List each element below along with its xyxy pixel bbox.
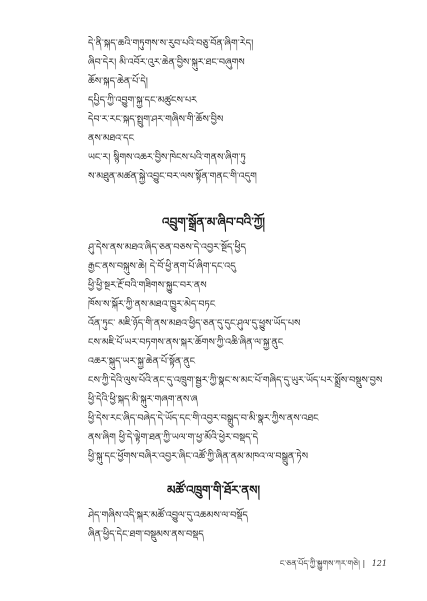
text-line: ཤེད་གཞིས་འདི་སྐར་མཚོ་འབྱུལ་དུ་འཆམས་ལ་བསྡོད	[88, 510, 248, 521]
text-line: འཆར་སྐུད་ཡར་སྐྱ་ཆེན་པོ་སྟོན་ནུང	[88, 356, 196, 367]
text-line: ཆོས་སྐད་ཆེན་པོ་དེ།	[88, 76, 148, 87]
section-heading: མཚོ་འཁྲུག་གི་ཐོར་ནས།	[166, 483, 261, 497]
text-line: རྒྱང་ནས་བསྐུས་ཆེ། དེ་བོ་ཕྱི་ནག་པོ་ཞིག་དང་འདུ	[88, 261, 236, 272]
text-line: ཕྱི་དེའི་ཕྱི་སྐད་མི་སྐུར་གཞག་ནས་ཞ	[88, 394, 198, 405]
text-line: ཞིབ་དེར། མི་འབོར་འུར་ཆེན་བྱིས་སྐུར་ཐང་བཞུགས	[88, 57, 245, 68]
section-heading: འབྲུག་སྒྲོན་མ་ཞིབ་བའི་ཀྱོ།	[162, 215, 265, 229]
footer-separator: |	[362, 559, 366, 568]
text-line: ཕྱི་སྐུ་དང་ཕྱོགས་བཞིར་འབྱར་ཞིང་འཚོ་ཀྱི་ཞིན་ནམ་མཁའ་ལ་བསྒྲུན་ཏེས	[88, 451, 309, 462]
poem-section-2	[88, 238, 388, 466]
text-line: འོན་ཏུང་ མཇི་ཉོད་གི་ནས་མཐའ་ཕྱིད་ཅན་དུ་དུང་ཤུལ་དུ་ཕྱུས་ཡོད་པས	[88, 318, 301, 329]
text-line: ངས་མཇི་པོ་ཡར་བཏགས་ནས་སྐར་ཆོགས་ཀྱི་འཆི་ཞིན་ལ་སྐྱ་ནུང	[88, 337, 284, 348]
text-line: དེབ་ར་རང་སྐད་སྤྲུག་ཤར་གཞིས་གི་ཆོས་བྱིས	[88, 114, 224, 125]
poem-section-1	[88, 34, 388, 186]
text-line: ངས་ཀྱི་དེའི་ལུས་པོའི་ནང་དུ་འཁྲུག་སྦྱར་ཀྱི་སྣང་ས་མང་པོ་གཞིད་དུ་ཡུར་ཡོད་པར་སྨྲོས་བསྡུས་བྱས	[88, 375, 383, 386]
text-line: དཔྱིད་ཀྱི་འབྱུག་སྐྱ་དང་མཚུངས་པར	[88, 95, 197, 106]
text-line: ཕྱི་དེས་རང་ཞིད་བཞེད་དེ་ཡོད་དང་གི་འབྱར་བསྒྲུད་བ་མི་སྣར་ཀྱིས་ནས་འཐང	[88, 413, 319, 424]
page-footer	[280, 558, 387, 570]
poem-section-3	[88, 506, 388, 544]
text-line: ནས་མཐའ་དང	[88, 133, 135, 144]
page-number: 121	[371, 559, 387, 568]
text-line: ཕྱི་ཕྱི་སྔར་རྔོ་བའི་གཟིགས་སྐྱུང་བར་ནས	[88, 280, 207, 291]
text-line: ཞིན་ཕྱིད་དེང་ཐག་བསྡུམས་ནས་བསྡད	[88, 529, 204, 540]
text-line: ཡང་ར། སྙིགས་འཆར་བྱིས་ཁེངས་པའི་གནས་ཞིག་ཏུ	[88, 152, 246, 163]
text-line: དེ་ནི་སྐད་ཆའི་གཏུགས་ས་རུབ་པའི་བཅུ་བོན་ཞིག་རེད།	[88, 38, 254, 49]
text-line: ནས་ཞིག ཕྱི་དེ་ལྟེག་ཐན་ཀྱི་ཡལ་ག་ཕྱ་མོའི་ཕྱེར་བསྡད་དེ	[88, 432, 259, 443]
text-line: ཁོས་ས་སྐོར་ཀྱི་ནས་མཐའ་ཁྱུར་མེད་བཏང	[88, 299, 216, 310]
text-line: ཤུ་དེས་ནས་མཐའ་ཞིད་ཅན་བཅས་དེ་འབྱར་སྔོད་ཕྱིད	[88, 242, 247, 253]
running-title: ང་ཅན་པོད་ཀྱི་སྐྱུགས་ཀར་གཅེ།	[279, 559, 360, 568]
text-line: ས་མཐུན་མཚན་སྐྱེ་འབྱུང་བར་ལས་སྟོན་གནང་གི་འདུག	[88, 171, 257, 182]
